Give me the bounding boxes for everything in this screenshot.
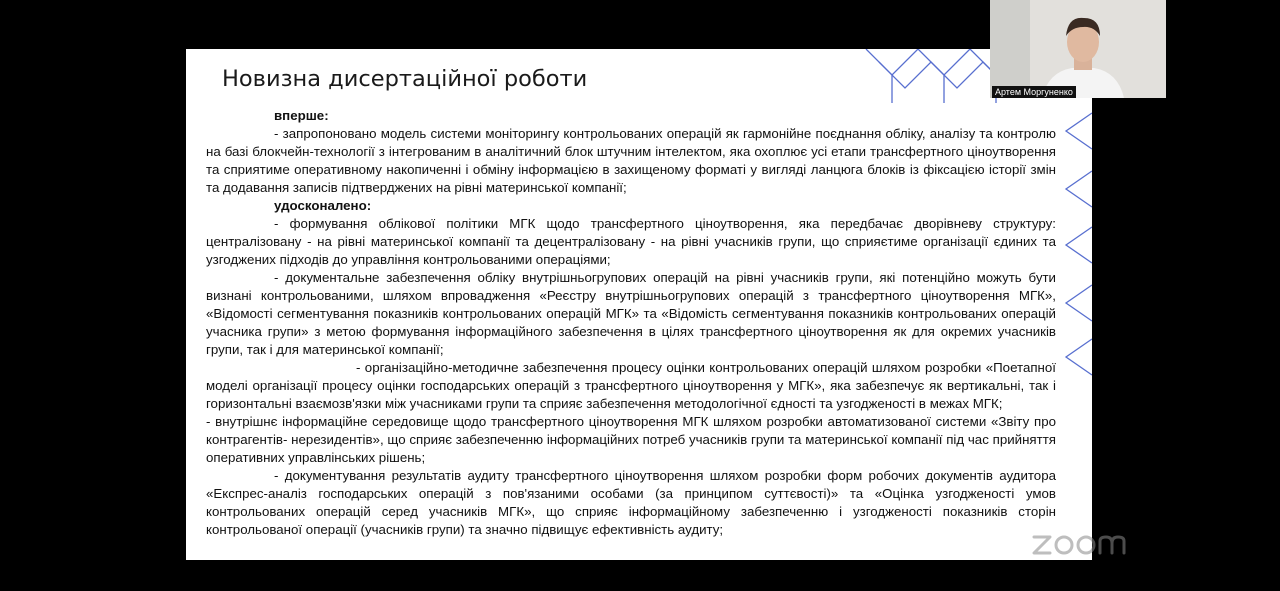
section-heading: удосконалено: <box>274 198 372 213</box>
webcam-tile[interactable] <box>990 0 1166 98</box>
slide-body-text <box>206 107 1056 539</box>
paragraph-text: - формування облікової політики МГК щодо трансфертного ціноутворення, яка передбачає дворівневу структуру: централізовану - на рівні материнської компанії та децентралізовану - на рівні учасників групи, що сприяєтиме організації єдиних та узгоджених підходів до управління контрольованими операціями; <box>206 216 1056 267</box>
paragraph-text: - запропоновано модель системи моніторингу контрольованих операцій як гармонійне поєднання обліку, аналізу та контролю на базі блокчейн-технології з інтегрованим в аналітичний блок штучним інтелектом, яка охоплює усі етапи трансфертного ціноутворення та сприятиме оперативному накопиченні і обміну інформацією в захищеному форматі у вигляді ланцюга блоків із фіксацією історії змін та додавання записів підтверджених на рівні материнської компанії; <box>206 126 1056 195</box>
zoom-logo <box>1030 527 1126 561</box>
presentation-slide <box>186 49 1092 560</box>
slide-title: Новизна дисертаційної роботи <box>222 66 588 92</box>
paragraph-text: - внутрішнє інформаційне середовище щодо трансфертного ціноутворення МГК шляхом розробки автоматизованої системи «Звіту про контрагентів- нерезидентів», що сприяє забезпеченню інформаційних потреб учасників групи та материнської компанії під час прийняття оперативних управлінських рішень; <box>206 414 1056 465</box>
participant-name-label: Артем Моргуненко <box>992 86 1076 98</box>
participant-video <box>990 0 1166 98</box>
section-heading: вперше: <box>274 108 329 123</box>
paragraph-text: - документування результатів аудиту трансфертного ціноутворення шляхом розробки форм робочих документів аудитора «Експрес-аналіз господарських операцій з пов'язаними особами (за принципом суттєвості)» та «Оцінка узгодженості умов контрольованих операцій серед учасників МГК», що сприяє інформаційному забезпеченню і узгодженості показників сторін контрольованої операції (учасників групи) та значно підвищує ефективність аудиту; <box>206 468 1056 537</box>
paragraph-text: - організаційно-методичне забезпечення процесу оцінки контрольованих операцій шляхом розробки «Поетапної моделі організації процесу оцінки господарських операцій з трансфертного ціноутворення у МГК», яка забезпечує як вертикальні, так і горизонтальні взаємозв'язки між учасниками групи та сприяє забезпечення методологічної єдності та узгодженості в межах МГК; <box>206 360 1056 411</box>
paragraph-text: - документальне забезпечення обліку внутрішньогрупових операцій на рівні учасників групи, які потенційно можуть бути визнані контрольованими, шляхом впровадження «Реєстру внутрішньогрупових операцій з трансфертного ціноутворення МГК», «Відомості сегментування показників контрольованих операцій МГК» та «Відомість сегментування показників контрольованих операцій учасника групи» з метою формування інформаційного забезпечення в цілях трансфертного ціноутворення як для окремих учасників групи, так і для материнської компанії; <box>206 270 1056 357</box>
